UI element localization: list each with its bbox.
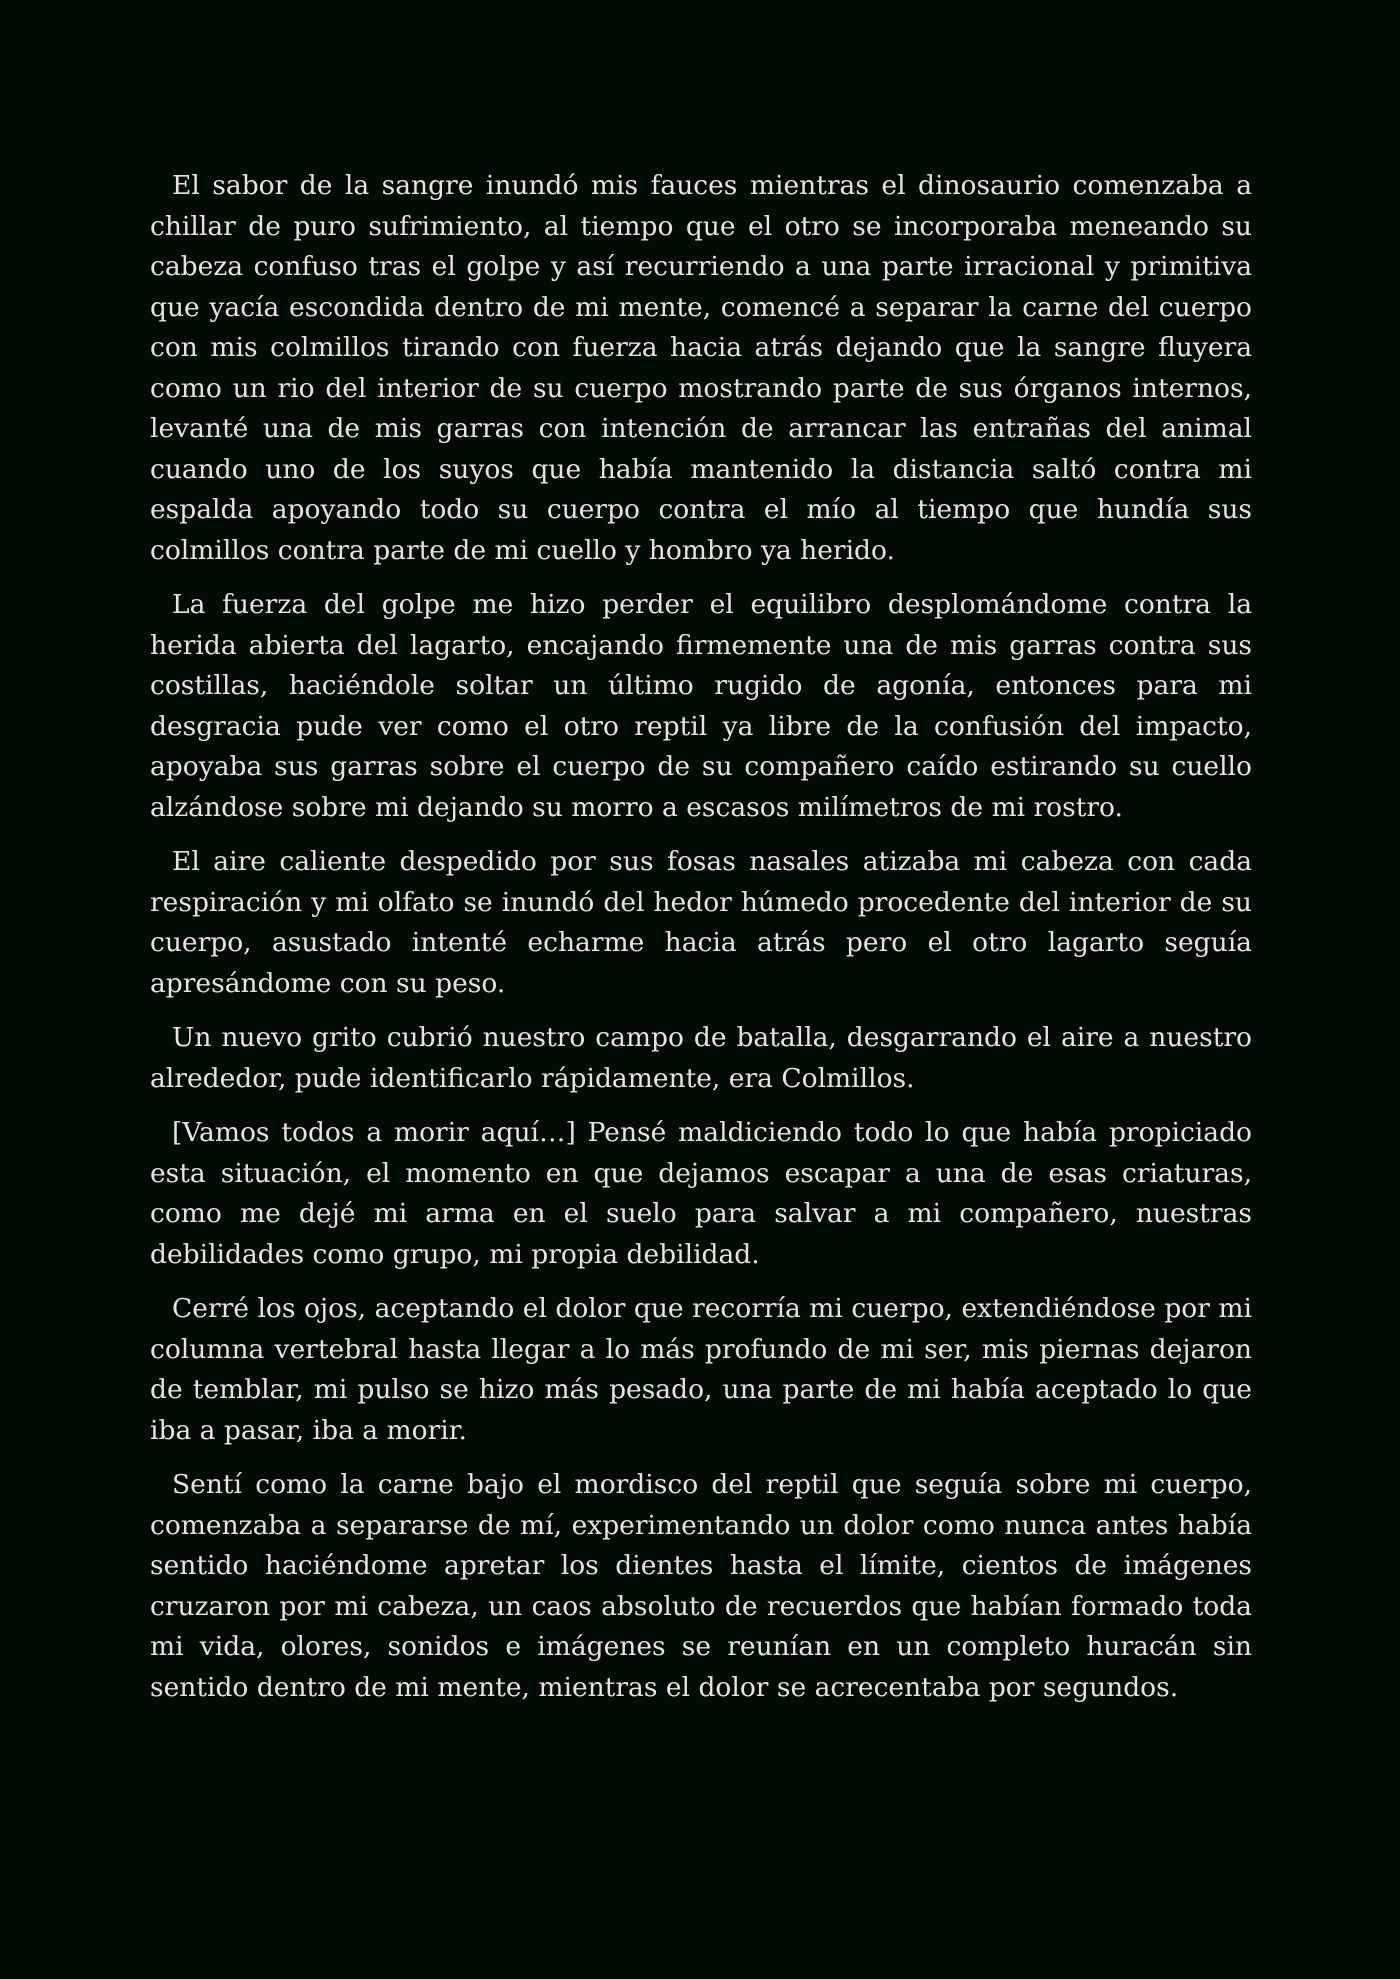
paragraph-4: Un nuevo grito cubrió nuestro campo de batalla, desgarrando el aire a nuestro alrededor, pude identificarlo rápidamente, era Colmillos. bbox=[150, 1022, 1252, 1094]
paragraph-7: Sentí como la carne bajo el mordisco del reptil que seguía sobre mi cuerpo, comenzaba a separarse de mí, experimentando un dolor como nunca antes había sentido haciéndome apretar los dientes hasta el límite, cientos de imágenes cruzaron por mi cabeza, un caos absoluto de recuerdos que habían formado toda mi vida, olores, sonidos e imágenes se reunían en un completo huracán sin sentido dentro de mi mente, mientras el dolor se acrecentaba por segundos. bbox=[150, 1469, 1252, 1703]
paragraph-3: El aire caliente despedido por sus fosas nasales atizaba mi cabeza con cada respiración y mi olfato se inundó del hedor húmedo procedente del interior de su cuerpo, asustado intenté echarme hacia atrás pero el otro lagarto seguía apresándome con su peso. bbox=[150, 846, 1252, 999]
paragraph-5: [Vamos todos a morir aquí…] Pensé maldiciendo todo lo que había propiciado esta situación, el momento en que dejamos escapar a una de esas criaturas, como me dejé mi arma en el suelo para salvar a mi compañero, nuestras debilidades como grupo, mi propia debilidad. bbox=[150, 1117, 1252, 1270]
body-text bbox=[150, 166, 1252, 1722]
paragraph-6: Cerré los ojos, aceptando el dolor que recorría mi cuerpo, extendiéndose por mi columna vertebral hasta llegar a lo más profundo de mi ser, mis piernas dejaron de temblar, mi pulso se hizo más pesado, una parte de mi había aceptado lo que iba a pasar, iba a morir. bbox=[150, 1293, 1252, 1446]
paragraph-1: El sabor de la sangre inundó mis fauces mientras el dinosaurio comenzaba a chillar de puro sufrimiento, al tiempo que el otro se incorporaba meneando su cabeza confuso tras el golpe y así recurriendo a una parte irracional y primitiva que yacía escondida dentro de mi mente, comencé a separar la carne del cuerpo con mis colmillos tirando con fuerza hacia atrás dejando que la sangre fluyera como un rio del interior de su cuerpo mostrando parte de sus órganos internos, levanté una de mis garras con intención de arrancar las entrañas del animal cuando uno de los suyos que había mantenido la distancia saltó contra mi espalda apoyando todo su cuerpo contra el mío al tiempo que hundía sus colmillos contra parte de mi cuello y hombro ya herido. bbox=[150, 170, 1252, 566]
paragraph-2: La fuerza del golpe me hizo perder el equilibro desplomándome contra la herida abierta del lagarto, encajando firmemente una de mis garras contra sus costillas, haciéndole soltar un último rugido de agonía, entonces para mi desgracia pude ver como el otro reptil ya libre de la confusión del impacto, apoyaba sus garras sobre el cuerpo de su compañero caído estirando su cuello alzándose sobre mi dejando su morro a escasos milímetros de mi rostro. bbox=[150, 589, 1252, 823]
